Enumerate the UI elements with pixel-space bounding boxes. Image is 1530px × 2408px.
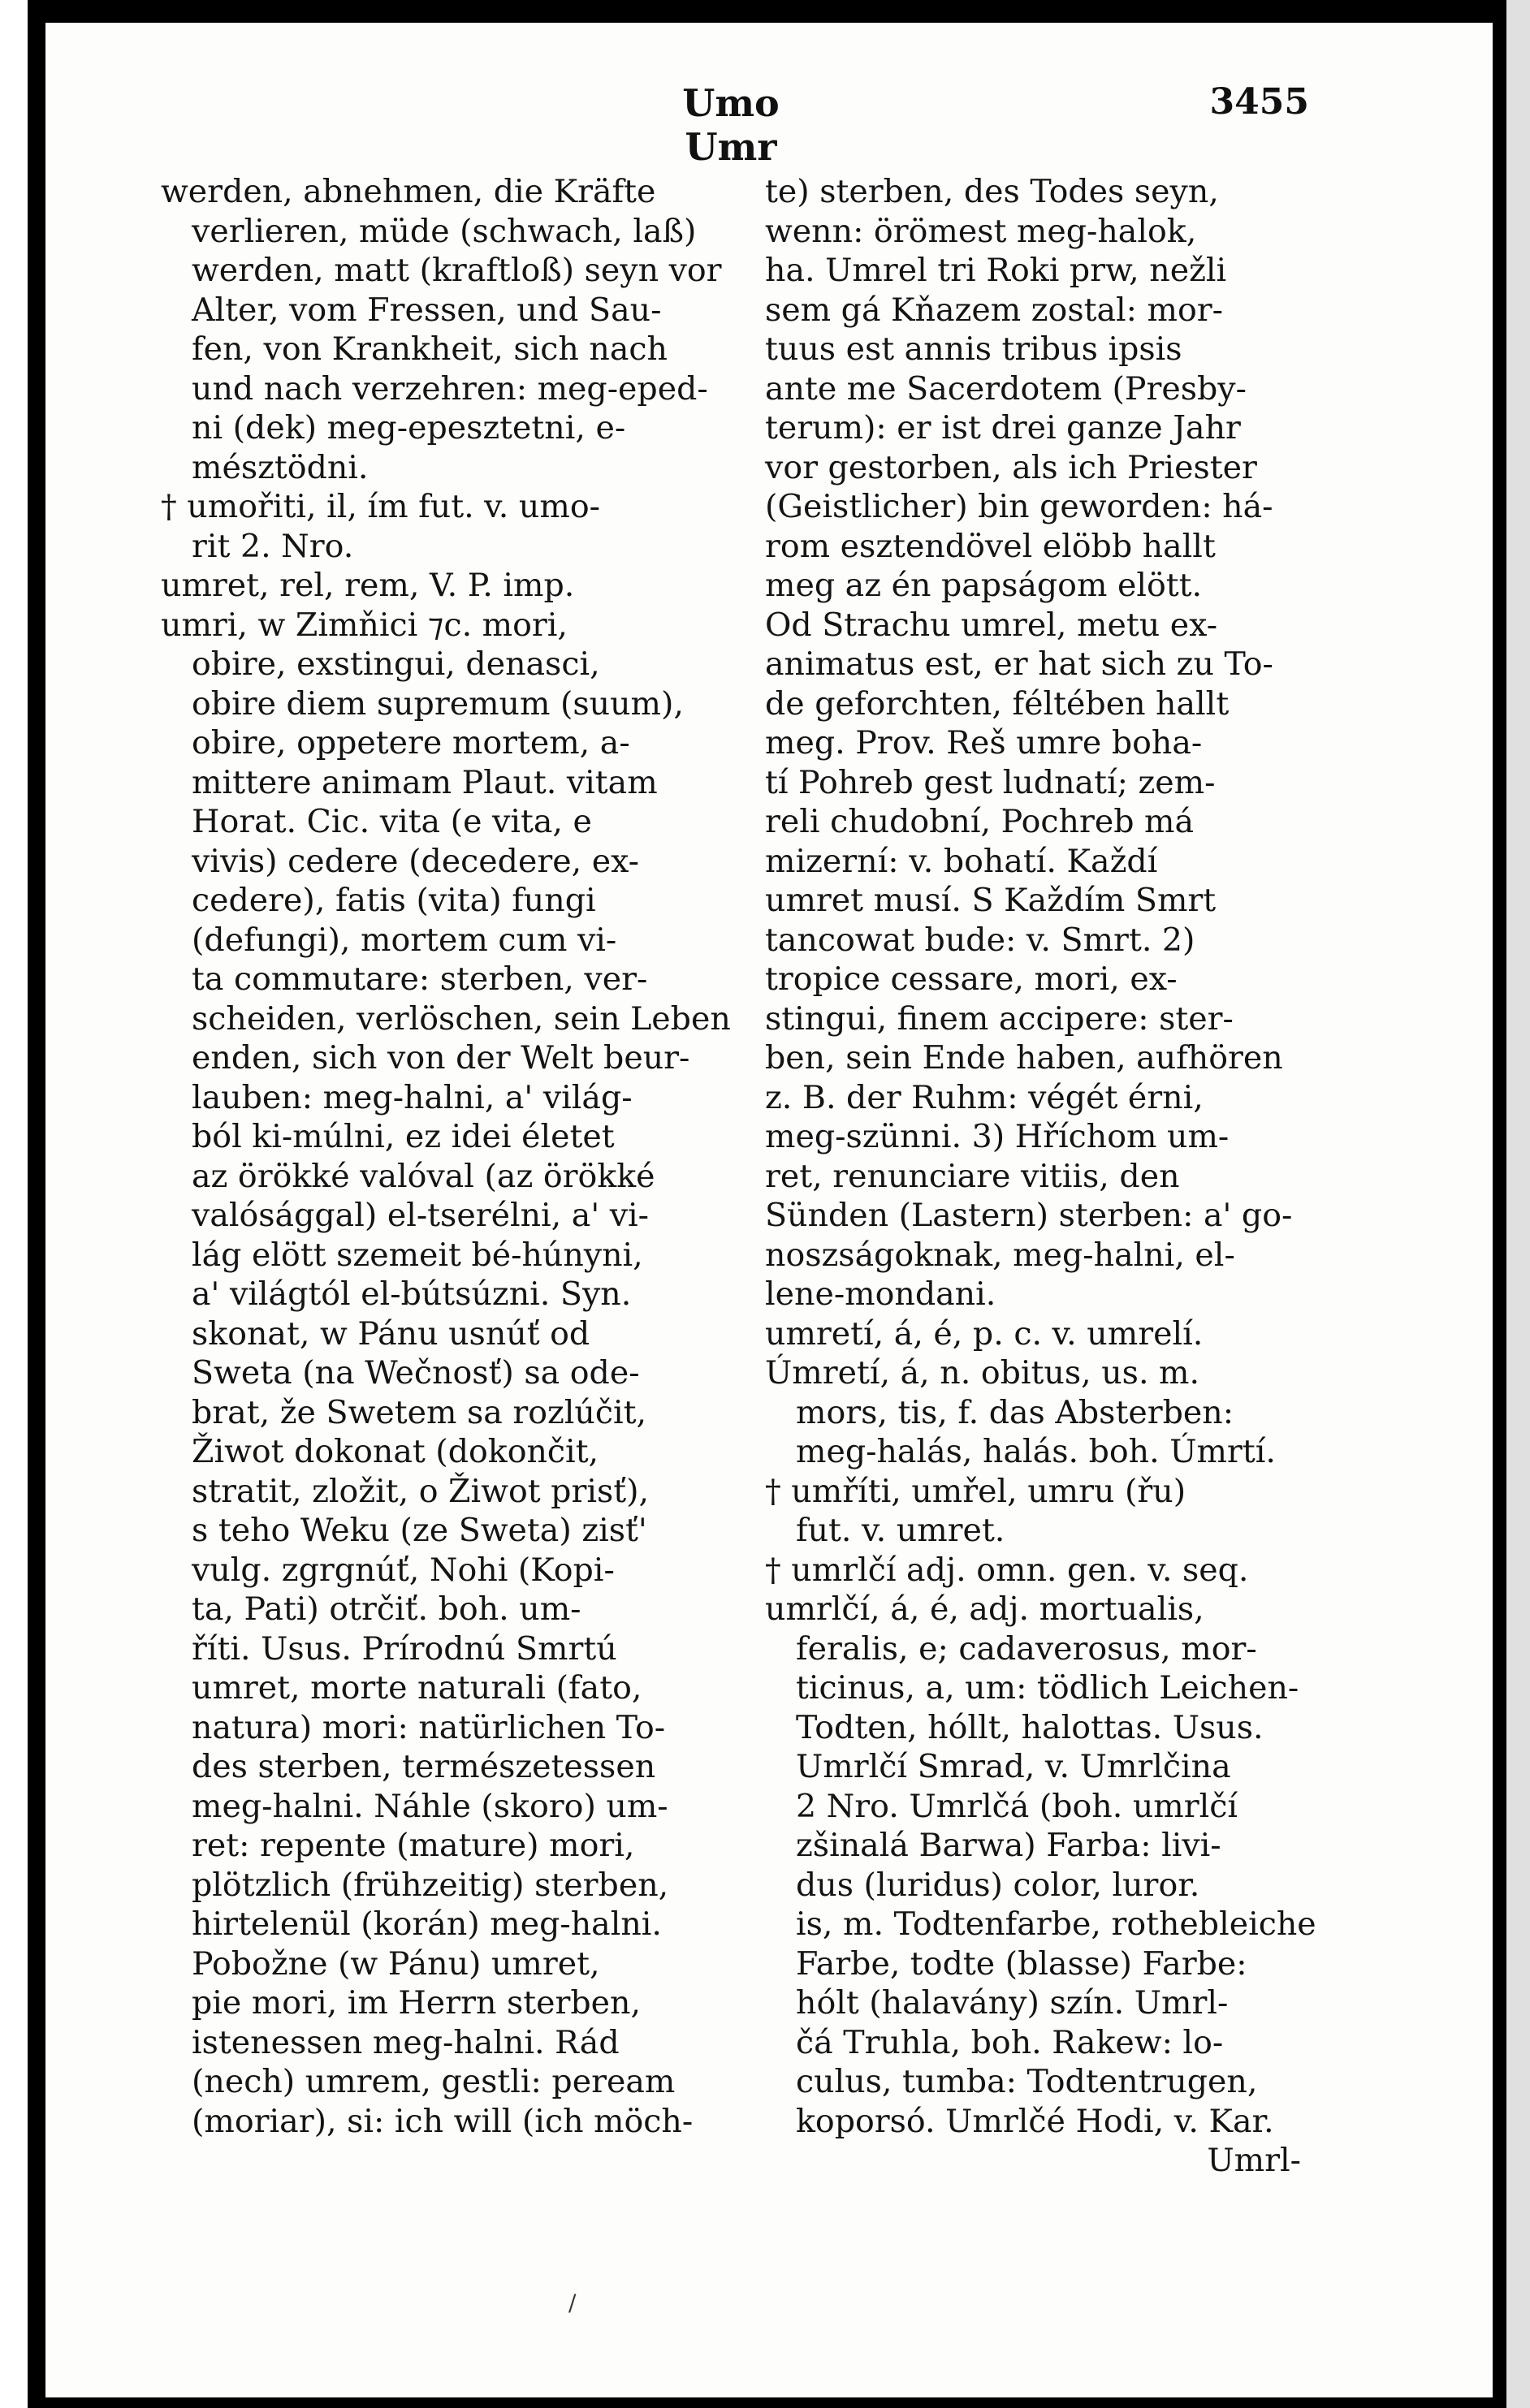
left-column-line: umri, w Zimňici ⁊c. mori,: [161, 606, 568, 644]
right-column-line: mizerní: v. bohatí. Každí: [765, 842, 1158, 880]
right-column-line: † umrlčí adj. omn. gen. v. seq.: [765, 1551, 1249, 1589]
left-column-line: obire, oppetere mortem, a-: [192, 724, 630, 762]
left-column-line: scheiden, verlöschen, sein Leben: [192, 999, 731, 1038]
left-column-line: skonat, w Pánu usnúť od: [192, 1314, 590, 1353]
left-column-line: lauben: meg-halni, a' világ-: [192, 1078, 633, 1116]
left-column-line: fen, von Krankheit, sich nach: [192, 330, 668, 368]
left-column-line: a' világtól el-bútsúzni. Syn.: [192, 1275, 632, 1313]
right-column-line: is, m. Todtenfarbe, rothebleiche: [796, 1905, 1316, 1943]
right-column-line: (Geistlicher) bin geworden: há-: [765, 488, 1273, 525]
left-column-line: obire diem supremum (suum),: [192, 684, 684, 723]
left-column-line: pie mori, im Herrn sterben,: [192, 1984, 641, 2022]
right-column-line: vor gestorben, als ich Priester: [765, 448, 1257, 486]
left-column-line: vivis) cedere (decedere, ex-: [192, 842, 640, 880]
left-column: [161, 172, 729, 2141]
right-column-line: umretí, á, é, p. c. v. umrelí.: [765, 1314, 1204, 1353]
left-column-line: s teho Weku (ze Sweta) zisť': [192, 1512, 647, 1549]
left-column-line: brat, že Swetem sa rozlúčit,: [192, 1393, 647, 1431]
left-column-line: mésztödni.: [192, 448, 369, 486]
right-column-line: culus, tumba: Todtentrugen,: [796, 2063, 1258, 2100]
left-column-line: † umořiti, il, ím fut. v. umo-: [161, 488, 600, 525]
right-column-line: zšinalá Barwa) Farba: livi-: [796, 1827, 1221, 1864]
left-column-line: verlieren, müde (schwach, laß): [192, 212, 697, 250]
right-column-line: Od Strachu umrel, metu ex-: [765, 606, 1218, 644]
stray-mark: /: [568, 2289, 577, 2316]
right-column-line: čá Truhla, boh. Rakew: lo-: [796, 2023, 1224, 2061]
right-column-line: noszságoknak, meg-halni, el-: [765, 1236, 1235, 1274]
left-column-line: Alter, vom Fressen, und Sau-: [192, 291, 662, 329]
left-column-line: umret, morte naturali (fato,: [192, 1669, 642, 1707]
right-column-line: meg. Prov. Reš umre boha-: [765, 724, 1203, 762]
left-column-line: umret, rel, rem, V. P. imp.: [161, 567, 575, 604]
right-column-line: reli chudobní, Pochreb má: [765, 803, 1195, 840]
left-column-line: vulg. zgrgnúť, Nohi (Kopi-: [192, 1551, 615, 1589]
right-column-line: ticinus, a, um: tödlich Leichen-: [796, 1669, 1299, 1707]
right-column-line: de geforchten, féltében hallt: [765, 684, 1230, 723]
right-column-line: 2 Nro. Umrlčá (boh. umrlčí: [796, 1787, 1238, 1825]
left-column-line: natura) mori: natürlichen To-: [192, 1708, 666, 1746]
left-column-line: plötzlich (frühzeitig) sterben,: [192, 1866, 669, 1904]
right-column-line: ret, renunciare vitiis, den: [765, 1157, 1180, 1195]
right-column-line: Sünden (Lastern) sterben: a' go-: [765, 1197, 1293, 1234]
right-column-line: stingui, finem accipere: ster-: [765, 999, 1234, 1038]
page-number: 3455: [1209, 81, 1309, 123]
left-column-line: mittere animam Plaut. vitam: [192, 763, 658, 801]
left-column-line: enden, sich von der Welt beur-: [192, 1039, 690, 1077]
left-column-line: az örökké valóval (az örökké: [192, 1157, 655, 1195]
right-column-line: umret musí. S Každím Smrt: [765, 882, 1217, 919]
left-column-line: istenessen meg-halni. Rád: [192, 2023, 620, 2061]
left-column-line: lág elött szemeit bé-húnyni,: [192, 1236, 643, 1274]
left-column-line: Žiwot dokonat (dokončit,: [192, 1433, 599, 1470]
running-head: Umo Umr: [682, 81, 780, 169]
right-column-line: te) sterben, des Todes seyn,: [765, 173, 1219, 210]
left-column-line: ni (dek) meg-epesztetni, e-: [192, 409, 626, 447]
left-column-line: des sterben, természetessen: [192, 1748, 656, 1785]
left-column-line: stratit, zložit, o Žiwot prisť),: [192, 1472, 650, 1510]
left-column-line: werden, abnehmen, die Kräfte: [161, 173, 656, 210]
right-column-line: lene-mondani.: [765, 1275, 996, 1313]
left-column-line: (moriar), si: ich will (ich möch-: [192, 2102, 694, 2140]
left-column-line: ból ki-múlni, ez idei életet: [192, 1118, 615, 1155]
left-column-line: (defungi), mortem cum vi-: [192, 921, 617, 959]
right-column-line: terum): er ist drei ganze Jahr: [765, 409, 1241, 447]
left-column-line: ta, Pati) otrčiť. boh. um-: [192, 1590, 581, 1628]
right-column-line: fut. v. umret.: [796, 1512, 1005, 1549]
right-column-line: wenn: örömest meg-halok,: [765, 212, 1197, 250]
right-column-line: rom esztendövel elöbb hallt: [765, 527, 1216, 565]
right-column-line: tuus est annis tribus ipsis: [765, 330, 1182, 368]
left-column-line: meg-halni. Náhle (skoro) um-: [192, 1787, 668, 1825]
left-column-line: říti. Usus. Prírodnú Smrtú: [192, 1629, 617, 1668]
right-column-line: Todten, hóllt, halottas. Usus.: [796, 1708, 1264, 1746]
left-column-line: (nech) umrem, gestli: peream: [192, 2063, 676, 2100]
left-column-line: Pobožne (w Pánu) umret,: [192, 1944, 600, 1983]
left-column-line: und nach verzehren: meg-eped-: [192, 369, 708, 408]
right-column-line: hólt (halavány) szín. Umrl-: [796, 1984, 1229, 2022]
right-column-line: tancowat bude: v. Smrt. 2): [765, 921, 1195, 959]
left-column-line: Horat. Cic. vita (e vita, e: [192, 803, 592, 840]
page-edge-left: [0, 0, 28, 2408]
right-column-line: meg-szünni. 3) Hříchom um-: [765, 1118, 1230, 1155]
left-column-line: hirtelenül (korán) meg-halni.: [192, 1905, 662, 1943]
right-column-line: dus (luridus) color, luror.: [796, 1866, 1200, 1904]
left-column-line: Sweta (na Wečnosť) sa ode-: [192, 1354, 640, 1392]
right-column-line: ante me Sacerdotem (Presby-: [765, 369, 1247, 408]
right-column-line: Farbe, todte (blasse) Farbe:: [796, 1944, 1247, 1983]
right-column-line: Umrl-: [1207, 2142, 1301, 2179]
right-column-line: meg az én papságom elött.: [765, 567, 1203, 604]
left-column-line: cedere), fatis (vita) fungi: [192, 882, 596, 919]
left-column-line: valósággal) el-tserélni, a' vi-: [192, 1197, 650, 1234]
right-column-line: sem gá Kňazem zostal: mor-: [765, 291, 1223, 329]
right-column-line: koporsó. Umrlčé Hodi, v. Kar.: [796, 2102, 1274, 2140]
left-column-line: ret: repente (mature) mori,: [192, 1827, 635, 1864]
right-column-line: meg-halás, halás. boh. Úmrtí.: [796, 1433, 1276, 1470]
right-column-line: tropice cessare, mori, ex-: [765, 960, 1178, 998]
right-column-line: umrlčí, á, é, adj. mortualis,: [765, 1590, 1204, 1628]
right-column: [765, 172, 1333, 2181]
right-column-line: ha. Umrel tri Roki prw, nežli: [765, 252, 1227, 289]
right-column-line: z. B. der Ruhm: végét érni,: [765, 1078, 1204, 1116]
left-column-line: ta commutare: sterben, ver-: [192, 960, 648, 998]
right-column-line: mors, tis, f. das Absterben:: [796, 1393, 1234, 1431]
right-column-line: tí Pohreb gest ludnatí; zem-: [765, 763, 1216, 801]
right-column-line: feralis, e; cadaverosus, mor-: [796, 1629, 1257, 1668]
right-column-line: † umříti, umřel, umru (řu): [765, 1472, 1186, 1510]
right-column-line: Umrlčí Smrad, v. Umrlčina: [796, 1748, 1231, 1785]
right-column-line: Úmretí, á, n. obitus, us. m.: [765, 1354, 1200, 1392]
left-column-line: rit 2. Nro.: [192, 527, 354, 565]
right-column-line: animatus est, er hat sich zu To-: [765, 645, 1273, 683]
left-column-line: werden, matt (kraftloß) seyn vor: [192, 252, 722, 289]
left-column-line: obire, exstingui, denasci,: [192, 645, 600, 683]
right-column-line: ben, sein Ende haben, aufhören: [765, 1039, 1283, 1077]
page-edge-right: [1506, 0, 1530, 2408]
